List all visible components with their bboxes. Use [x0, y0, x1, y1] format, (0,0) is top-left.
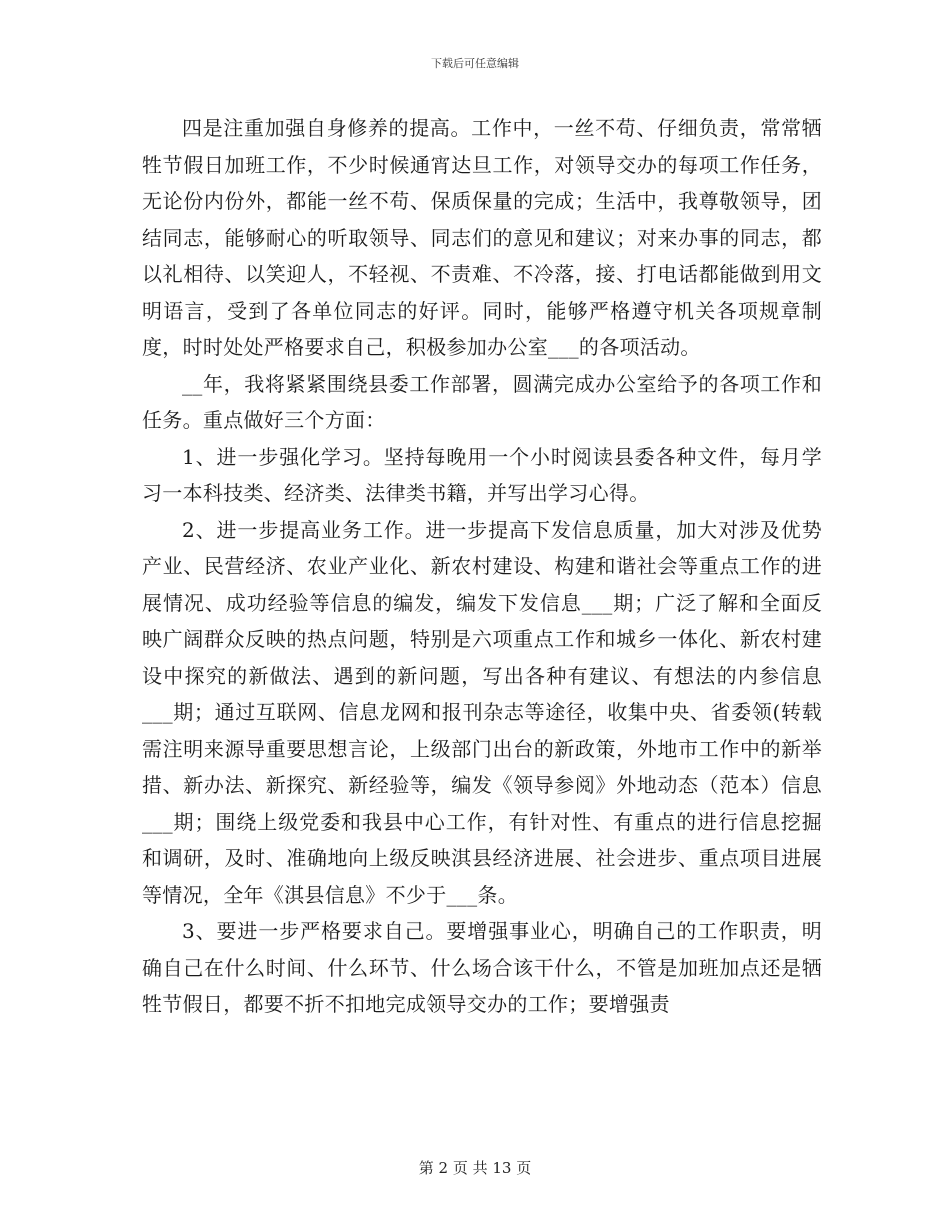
- document-body: [142, 110, 822, 1023]
- page-number: 第 2 页 共 13 页: [418, 1159, 532, 1177]
- paragraph-item-1-study: 1、进一步强化学习。坚持每晚用一个小时阅读县委各种文件，每月学习一本科技类、经济类、法律类书籍，并写出学习心得。: [142, 444, 822, 505]
- paragraph-item-3-self-discipline: 3、要进一步严格要求自己。要增强事业心，明确自己的工作职责，明确自己在什么时间、什么环节、什么场合该干什么，不管是加班加点还是牺牲节假日，都要不折不扣地完成领导交办的工作；要增强责: [142, 919, 822, 1016]
- paragraph-item-2-business: 2、进一步提高业务工作。进一步提高下发信息质量，加大对涉及优势产业、民营经济、农业产业化、新农村建设、构建和谐社会等重点工作的进展情况、成功经验等信息的编发，编发下发信息___期；广泛了解和全面反映广阔群众反映的热点问题，特别是六项重点工作和城乡一体化、新农村建设中探究的新做法、遇到的新问题，写出各种有建议、有想法的内参信息___期；通过互联网、信息龙网和报刊杂志等途径，收集中央、省委领(转载需注明来源导重要思想言论，上级部门出台的新政策，外地市工作中的新举措、新办法、新探究、新经验等，编发《领导参阅》外地动态（范本）信息___期；围绕上级党委和我县中心工作，有针对性、有重点的进行信息挖掘和调研，及时、准确地向上级反映淇县经济进展、社会进步、重点项目进展等情况，全年《淇县信息》不少于___条。: [142, 517, 822, 907]
- paragraph-next-year-plan: __年，我将紧紧围绕县委工作部署，圆满完成办公室给予的各项工作和任务。重点做好三个方面：: [142, 371, 822, 432]
- paragraph-self-cultivation: 四是注重加强自身修养的提高。工作中，一丝不苟、仔细负责，常常牺牲节假日加班工作，不少时候通宵达旦工作，对领导交办的每项工作任务，无论份内份外，都能一丝不苟、保质保量的完成；生活中，我尊敬领导，团结同志，能够耐心的听取领导、同志们的意见和建议；对来办事的同志，都以礼相待、以笑迎人，不轻视、不责难、不冷落，接、打电话都能做到用文明语言，受到了各单位同志的好评。同时，能够严格遵守机关各项规章制度，时时处处严格要求自己，积极参加办公室___的各项活动。: [142, 116, 822, 359]
- page-header-note: 下载后可任意编辑: [431, 57, 519, 70]
